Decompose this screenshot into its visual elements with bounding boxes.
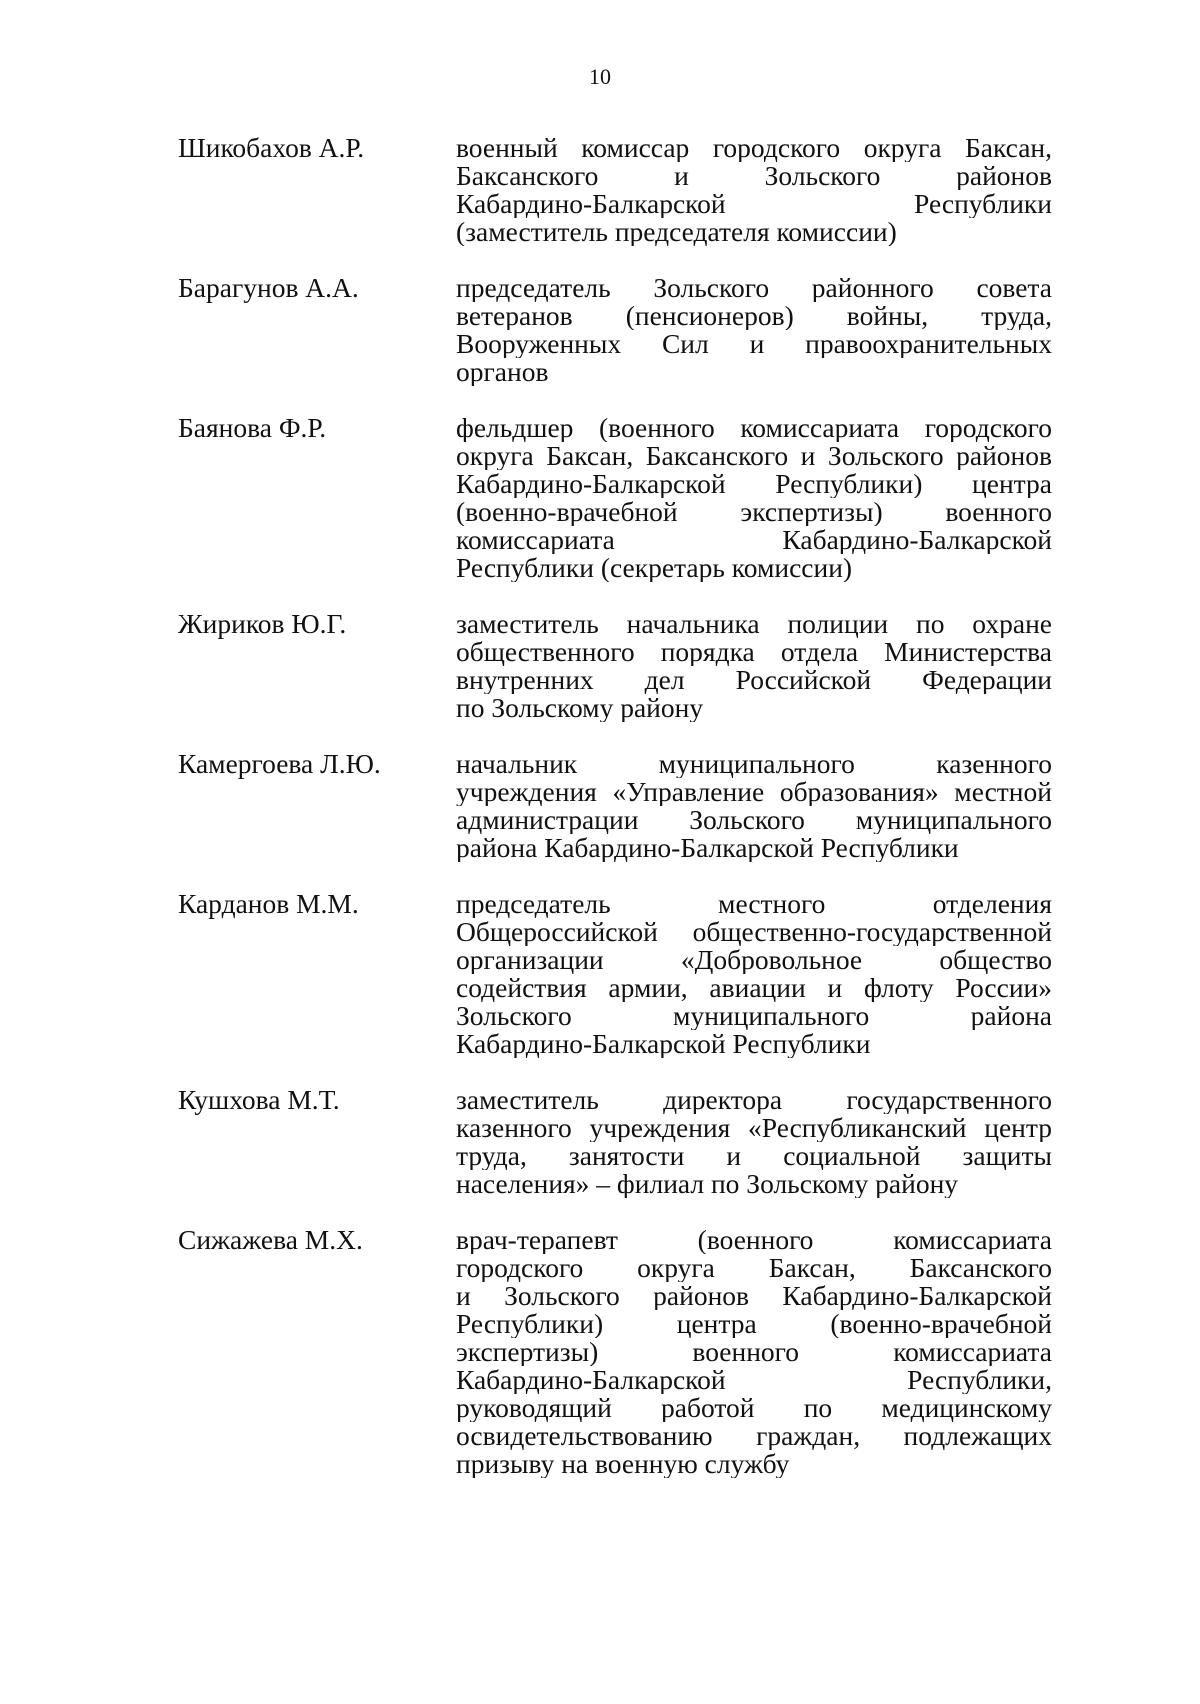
role-line: общественного порядка отдела Министерства: [456, 638, 1052, 666]
member-name: Карданов М.М.: [178, 888, 359, 919]
member-role: [456, 890, 1052, 1058]
role-line: Кабардино-Балкарской Республики,: [456, 1366, 1052, 1394]
role-line: городского округа Баксан, Баксанского: [456, 1254, 1052, 1282]
role-line: по Зольскому району: [456, 694, 704, 722]
role-line: (заместитель председателя комиссии): [456, 218, 897, 246]
role-line: экспертизы) военного комиссариата: [456, 1338, 1052, 1366]
role-line: населения» – филиал по Зольскому району: [456, 1170, 959, 1198]
role-line: Общероссийской общественно-государственной: [456, 918, 1052, 946]
role-line: труда, занятости и социальной защиты: [456, 1142, 1052, 1170]
member-role: [456, 610, 1052, 722]
role-line: начальник муниципального казенного: [456, 750, 1052, 778]
member-name: Баянова Ф.Р.: [178, 412, 327, 443]
role-line: Республики) центра (военно-врачебной: [456, 1310, 1052, 1338]
role-line: Кабардино-Балкарской Республики) центра: [456, 470, 1052, 498]
member-name: Сижажева М.Х.: [178, 1224, 363, 1255]
role-line: Кабардино-Балкарской Республики: [456, 1030, 871, 1058]
role-line: учреждения «Управление образования» местной: [456, 778, 1052, 806]
member-name: Кушхова М.Т.: [178, 1084, 340, 1115]
role-line: и Зольского районов Кабардино-Балкарской: [456, 1282, 1052, 1310]
member-entry: [178, 414, 1052, 582]
member-entry: [178, 750, 1052, 862]
member-entry: [178, 274, 1052, 386]
role-line: фельдшер (военного комиссариата городского: [456, 414, 1052, 442]
role-line: председатель Зольского районного совета: [456, 274, 1052, 302]
member-role: [456, 414, 1052, 582]
member-name: Барагунов А.А.: [178, 272, 359, 303]
role-line: освидетельствованию граждан, подлежащих: [456, 1422, 1052, 1450]
role-line: руководящий работой по медицинскому: [456, 1394, 1052, 1422]
role-line: администрации Зольского муниципального: [456, 806, 1052, 834]
member-role: [456, 750, 1052, 862]
role-line: района Кабардино-Балкарской Республики: [456, 834, 959, 862]
role-line: председатель местного отделения: [456, 890, 1052, 918]
role-line: (военно-врачебной экспертизы) военного: [456, 498, 1052, 526]
member-entry: [178, 134, 1052, 246]
role-line: Вооруженных Сил и правоохранительных: [456, 330, 1052, 358]
role-line: заместитель директора государственного: [456, 1086, 1052, 1114]
role-line: Кабардино-Балкарской Республики: [456, 190, 1052, 218]
role-line: округа Баксан, Баксанского и Зольского районов: [456, 442, 1052, 470]
member-name: Камергоева Л.Ю.: [178, 748, 381, 779]
member-entry: [178, 1086, 1052, 1198]
member-name: Шикобахов А.Р.: [178, 132, 365, 163]
role-line: органов: [456, 358, 549, 386]
role-line: Баксанского и Зольского районов: [456, 162, 1052, 190]
role-line: Республики (секретарь комиссии): [456, 554, 853, 582]
role-line: содействия армии, авиации и флоту России»: [456, 974, 1052, 1002]
member-role: [456, 274, 1052, 386]
role-line: призыву на военную службу: [456, 1450, 790, 1478]
member-role: [456, 1086, 1052, 1198]
member-role: [456, 134, 1052, 246]
role-line: внутренних дел Российской Федерации: [456, 666, 1052, 694]
member-entry: [178, 610, 1052, 722]
role-line: ветеранов (пенсионеров) войны, труда,: [456, 302, 1052, 330]
member-role: [456, 1226, 1052, 1478]
commission-members-list: [178, 134, 1052, 1478]
page-number: 10: [589, 64, 611, 89]
member-entry: [178, 1226, 1052, 1478]
role-line: комиссариата Кабардино-Балкарской: [456, 526, 1052, 554]
member-name: Жириков Ю.Г.: [178, 608, 347, 639]
role-line: организации «Добровольное общество: [456, 946, 1052, 974]
role-line: заместитель начальника полиции по охране: [456, 610, 1052, 638]
member-entry: [178, 890, 1052, 1058]
role-line: врач-терапевт (военного комиссариата: [456, 1226, 1052, 1254]
role-line: военный комиссар городского округа Баксан,: [456, 134, 1052, 162]
role-line: казенного учреждения «Республиканский центр: [456, 1114, 1052, 1142]
role-line: Зольского муниципального района: [456, 1002, 1052, 1030]
